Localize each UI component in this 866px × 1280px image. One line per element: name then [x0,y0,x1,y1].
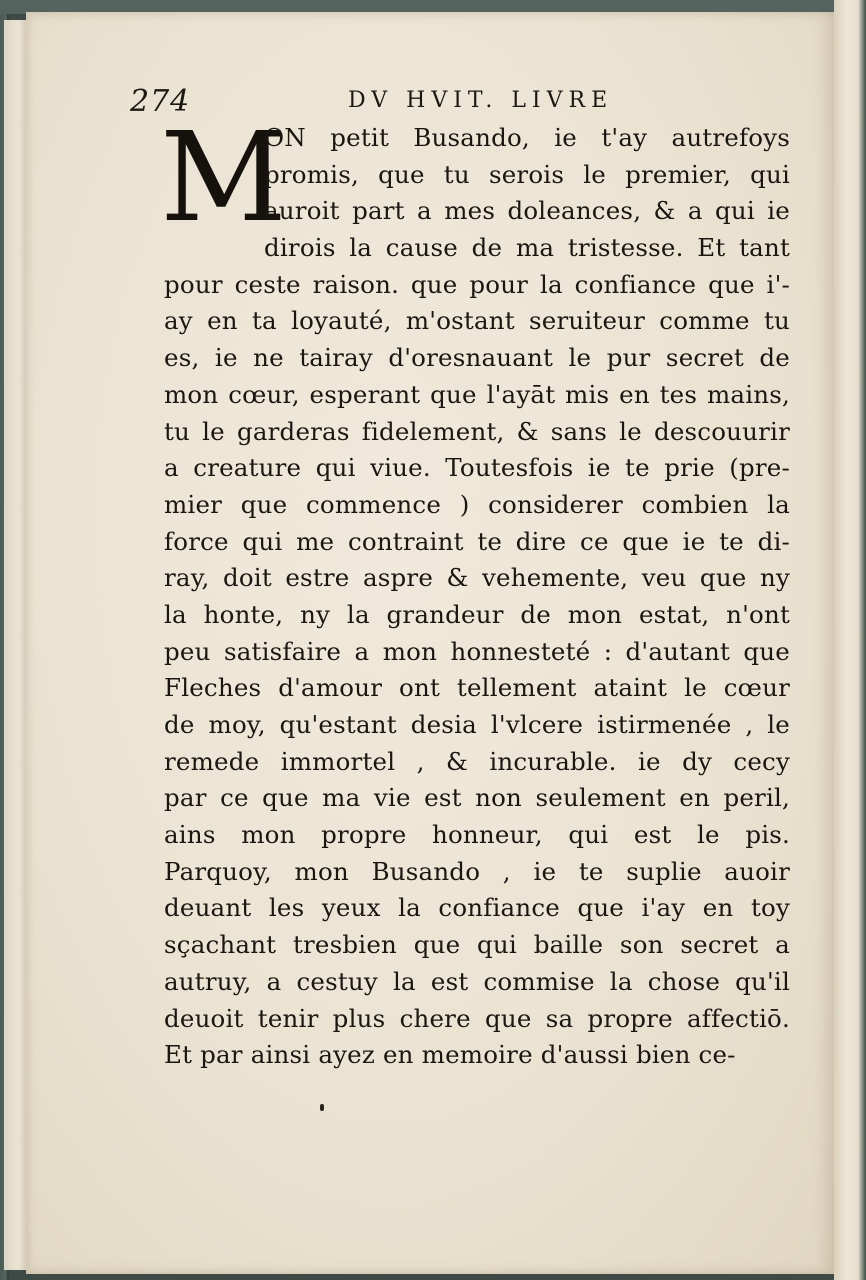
text-line: deuant les yeux la confiance que i'ay en toy [164,893,790,923]
text-line: remede immortel , & incurable. ie dy cecy [164,746,790,776]
text-line: es, ie ne tairay d'oresnauant le pur secret de [164,343,790,373]
text-line: de moy, qu'estant desia l'vlcere istirmenée , le [164,710,790,739]
text-line: sçachant tresbien que qui baille son secret a [164,930,790,960]
page-edge-right [834,0,866,1280]
ink-speck [320,1104,324,1111]
text-line: la honte, ny la grandeur de mon estat, n'ont [164,599,790,629]
text-line: ay en ta loyauté, m'ostant seruiteur comme tu [164,306,790,336]
text-line: ON petit Busando, ie t'ay autrefoys [264,123,790,152]
text-line: ray, doit estre aspre & vehemente, veu que ny [164,563,790,593]
text-line: mier que commence ) considerer combien la [164,489,790,519]
text-line: mon cœur, esperant que l'ayāt mis en tes mains, [164,379,790,409]
body-text [164,120,790,1074]
text-line: par ce que ma vie est non seulement en peril, [164,783,790,813]
text-line: tu le garderas fidelement, & sans le descouurir [164,416,790,446]
text-line: pour ceste raison. que pour la confiance que i'- [164,269,790,299]
drop-cap-initial: M [160,106,283,250]
text-line: peu satisfaire a mon honnesteté : d'autant que [164,636,790,666]
text-line: Parquoy, mon Busando , ie te suplie auoir [164,856,790,886]
text-line: auroit part a mes doleances, & a qui ie [264,196,790,226]
page-number: 274 [130,84,191,119]
text-line: force qui me contraint te dire ce que ie te di- [164,526,790,556]
text-line: Fleches d'amour ont tellement ataint le cœur [164,673,790,703]
text-line: dirois la cause de ma tristesse. Et tant [264,233,790,263]
text-line: Et par ainsi ayez en memoire d'aussi bien ce- [164,1040,736,1070]
text-line: autruy, a cestuy la est commise la chose qu'il [164,966,790,996]
running-title: DV HVIT. LIVRE [348,88,614,113]
text-line: promis, que tu serois le premier, qui [264,159,790,189]
text-line: ains mon propre honneur, qui est le pis. [164,820,790,850]
text-line: deuoit tenir plus chere que sa propre affectiō. [164,1003,790,1033]
text-line: a creature qui viue. Toutesfois ie te prie (pre- [164,453,790,483]
